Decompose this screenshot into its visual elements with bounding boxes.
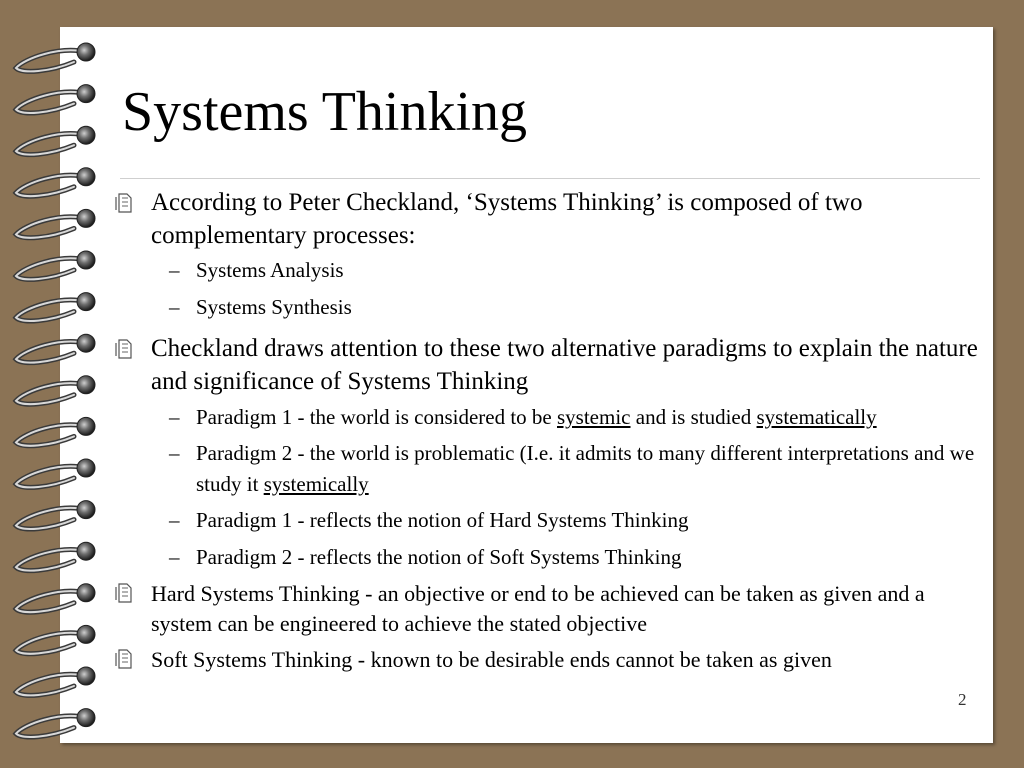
bullet-text: According to Peter Checkland, ‘Systems Thinking’ is composed of two complementary processes: [151, 189, 863, 249]
dash-marker: – [169, 545, 180, 569]
sub-item [113, 255, 988, 286]
bullet-text: Hard Systems Thinking - an objective or end to be achieved can be taken as given and a system can be engineered to achieve the stated objective [151, 581, 925, 636]
bullet-item [113, 579, 988, 639]
bullet-text: Checkland draws attention to these two alternative paradigms to explain the nature and significance of Systems Thinking [151, 335, 978, 395]
slide-title: Systems Thinking [122, 81, 528, 143]
spiral-ring-icon [16, 542, 95, 570]
page-bullet-icon [115, 339, 133, 359]
spiral-ring-icon [16, 251, 95, 279]
sub-item-text: Paradigm 1 - reflects the notion of Hard Systems Thinking [196, 508, 689, 532]
underlined-term-systemically: systemically [263, 472, 369, 496]
spiral-ring-icon [16, 209, 95, 237]
sub-item [113, 402, 988, 433]
sub-item-text-part: and is studied [630, 405, 757, 429]
underlined-term-systemic: systemic [557, 405, 631, 429]
underlined-term-systematically: systematically [756, 405, 877, 429]
sub-item-text-part: Paradigm 1 - the world is considered to be [196, 405, 557, 429]
spiral-ring-icon [16, 85, 95, 113]
spiral-ring-icon [16, 501, 95, 529]
page-bullet-icon [115, 193, 133, 213]
bullet-item [113, 332, 988, 398]
bullet-text: Soft Systems Thinking - known to be desirable ends cannot be taken as given [151, 647, 832, 672]
page-number: 2 [958, 690, 967, 709]
dash-marker: – [169, 441, 180, 465]
dash-marker: – [169, 258, 180, 282]
page-bullet-icon [115, 649, 133, 669]
spiral-ring-icon [16, 709, 95, 737]
spiral-ring-icon [16, 43, 95, 71]
dash-marker: – [169, 405, 180, 429]
spiral-ring-icon [16, 376, 95, 404]
bullet-item [113, 645, 988, 675]
spiral-ring-icon [16, 126, 95, 154]
spiral-ring-icon [16, 334, 95, 362]
spiral-ring-icon [16, 459, 95, 487]
spiral-ring-icon [16, 667, 95, 695]
dash-marker: – [169, 508, 180, 532]
title-divider [120, 178, 980, 179]
dash-marker: – [169, 295, 180, 319]
spiral-ring-icon [16, 584, 95, 612]
sub-item [113, 438, 988, 500]
sub-item [113, 292, 988, 323]
sub-item-text: Paradigm 2 - reflects the notion of Soft Systems Thinking [196, 545, 682, 569]
spiral-binding [0, 0, 110, 768]
slide-body [113, 186, 988, 675]
spiral-ring-icon [16, 625, 95, 653]
sub-item [113, 542, 988, 573]
bullet-item [113, 186, 988, 252]
spiral-ring-icon [16, 168, 95, 196]
sub-item [113, 505, 988, 536]
page-bullet-icon [115, 583, 133, 603]
sub-item-text-part: Paradigm 2 - the world is problematic (I.e. it admits to many different interpretations and we study it [196, 441, 975, 496]
sub-item-text: Systems Analysis [196, 258, 344, 282]
spiral-ring-icon [16, 293, 95, 321]
spiral-ring-icon [16, 417, 95, 445]
sub-item-text: Systems Synthesis [196, 295, 352, 319]
